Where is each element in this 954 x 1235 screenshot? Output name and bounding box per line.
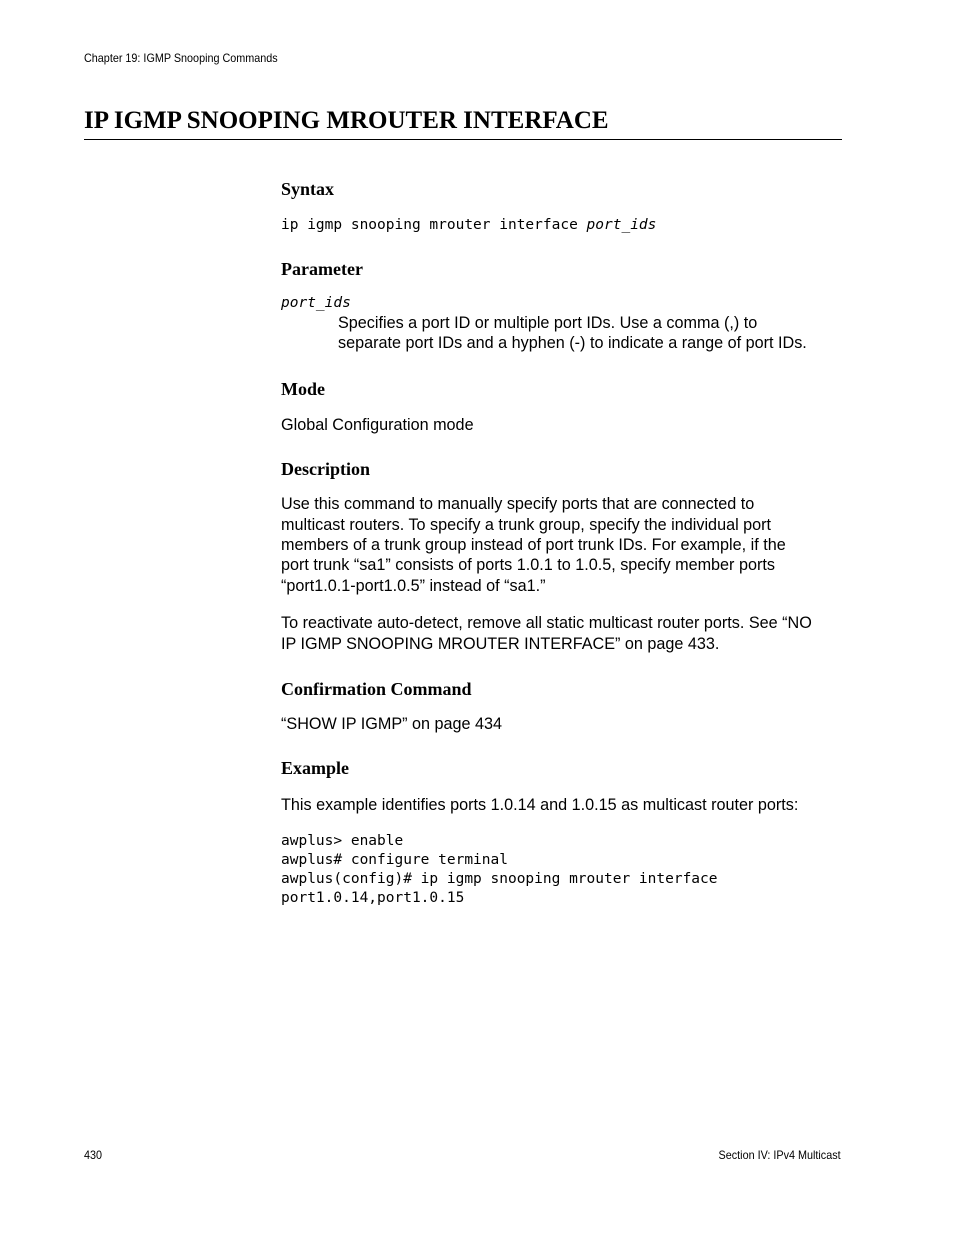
description-paragraph-1 (281, 494, 846, 596)
mode-text: Global Configuration mode (281, 415, 474, 434)
page-title: IP IGMP SNOOPING MROUTER INTERFACE (84, 107, 609, 134)
parameter-desc-line: Specifies a port ID or multiple port IDs. Use a comma (,) to (338, 314, 758, 332)
description-line: “port1.0.1-port1.0.5” instead of “sa1.” (281, 576, 546, 595)
confirmation-heading: Confirmation Command (281, 679, 472, 700)
content-body (281, 176, 846, 908)
parameter-heading: Parameter (281, 259, 363, 279)
confirmation-text: “SHOW IP IGMP” on page 434 (281, 715, 503, 734)
description-line: members of a trunk group instead of port trunk IDs. For example, if the (281, 536, 786, 555)
code-line: port1.0.14,port1.0.15 (281, 889, 465, 906)
section-footer: Section IV: IPv4 Multicast (718, 1148, 841, 1162)
code-line: awplus(config)# ip igmp snooping mrouter interface (281, 870, 718, 887)
code-line: awplus> enable (281, 832, 404, 849)
example-text: This example identifies ports 1.0.14 and 1.0.15 as multicast router ports: (281, 796, 799, 815)
page-number: 430 (84, 1148, 103, 1162)
syntax-param: port_ids (586, 217, 657, 233)
code-line: awplus# configure terminal (281, 851, 508, 868)
description-line: To reactivate auto-detect, remove all static multicast router ports. See “NO (281, 614, 812, 633)
example-code (281, 832, 846, 908)
running-header: Chapter 19: IGMP Snooping Commands (84, 51, 278, 65)
syntax-heading: Syntax (281, 179, 335, 199)
parameter-name (281, 294, 846, 313)
syntax-command-text: ip igmp snooping mrouter interface (281, 217, 587, 233)
parameter-name-text: port_ids (281, 295, 351, 311)
title-rule (84, 139, 842, 140)
parameter-description (338, 313, 846, 354)
description-line: IP IGMP SNOOPING MROUTER INTERFACE” on page 433. (281, 634, 720, 653)
mode-heading: Mode (281, 378, 325, 399)
parameter-desc-line: separate port IDs and a hyphen (-) to indicate a range of port IDs. (338, 334, 807, 353)
example-heading: Example (281, 758, 350, 779)
syntax-command (281, 216, 846, 235)
description-line: multicast routers. To specify a trunk group, specify the individual port (281, 515, 772, 534)
description-heading: Description (281, 459, 370, 480)
description-line: port trunk “sa1” consists of ports 1.0.1 to 1.0.5, specify member ports (281, 556, 775, 575)
description-line: Use this command to manually specify ports that are connected to (281, 495, 755, 514)
description-paragraph-2 (281, 613, 846, 654)
